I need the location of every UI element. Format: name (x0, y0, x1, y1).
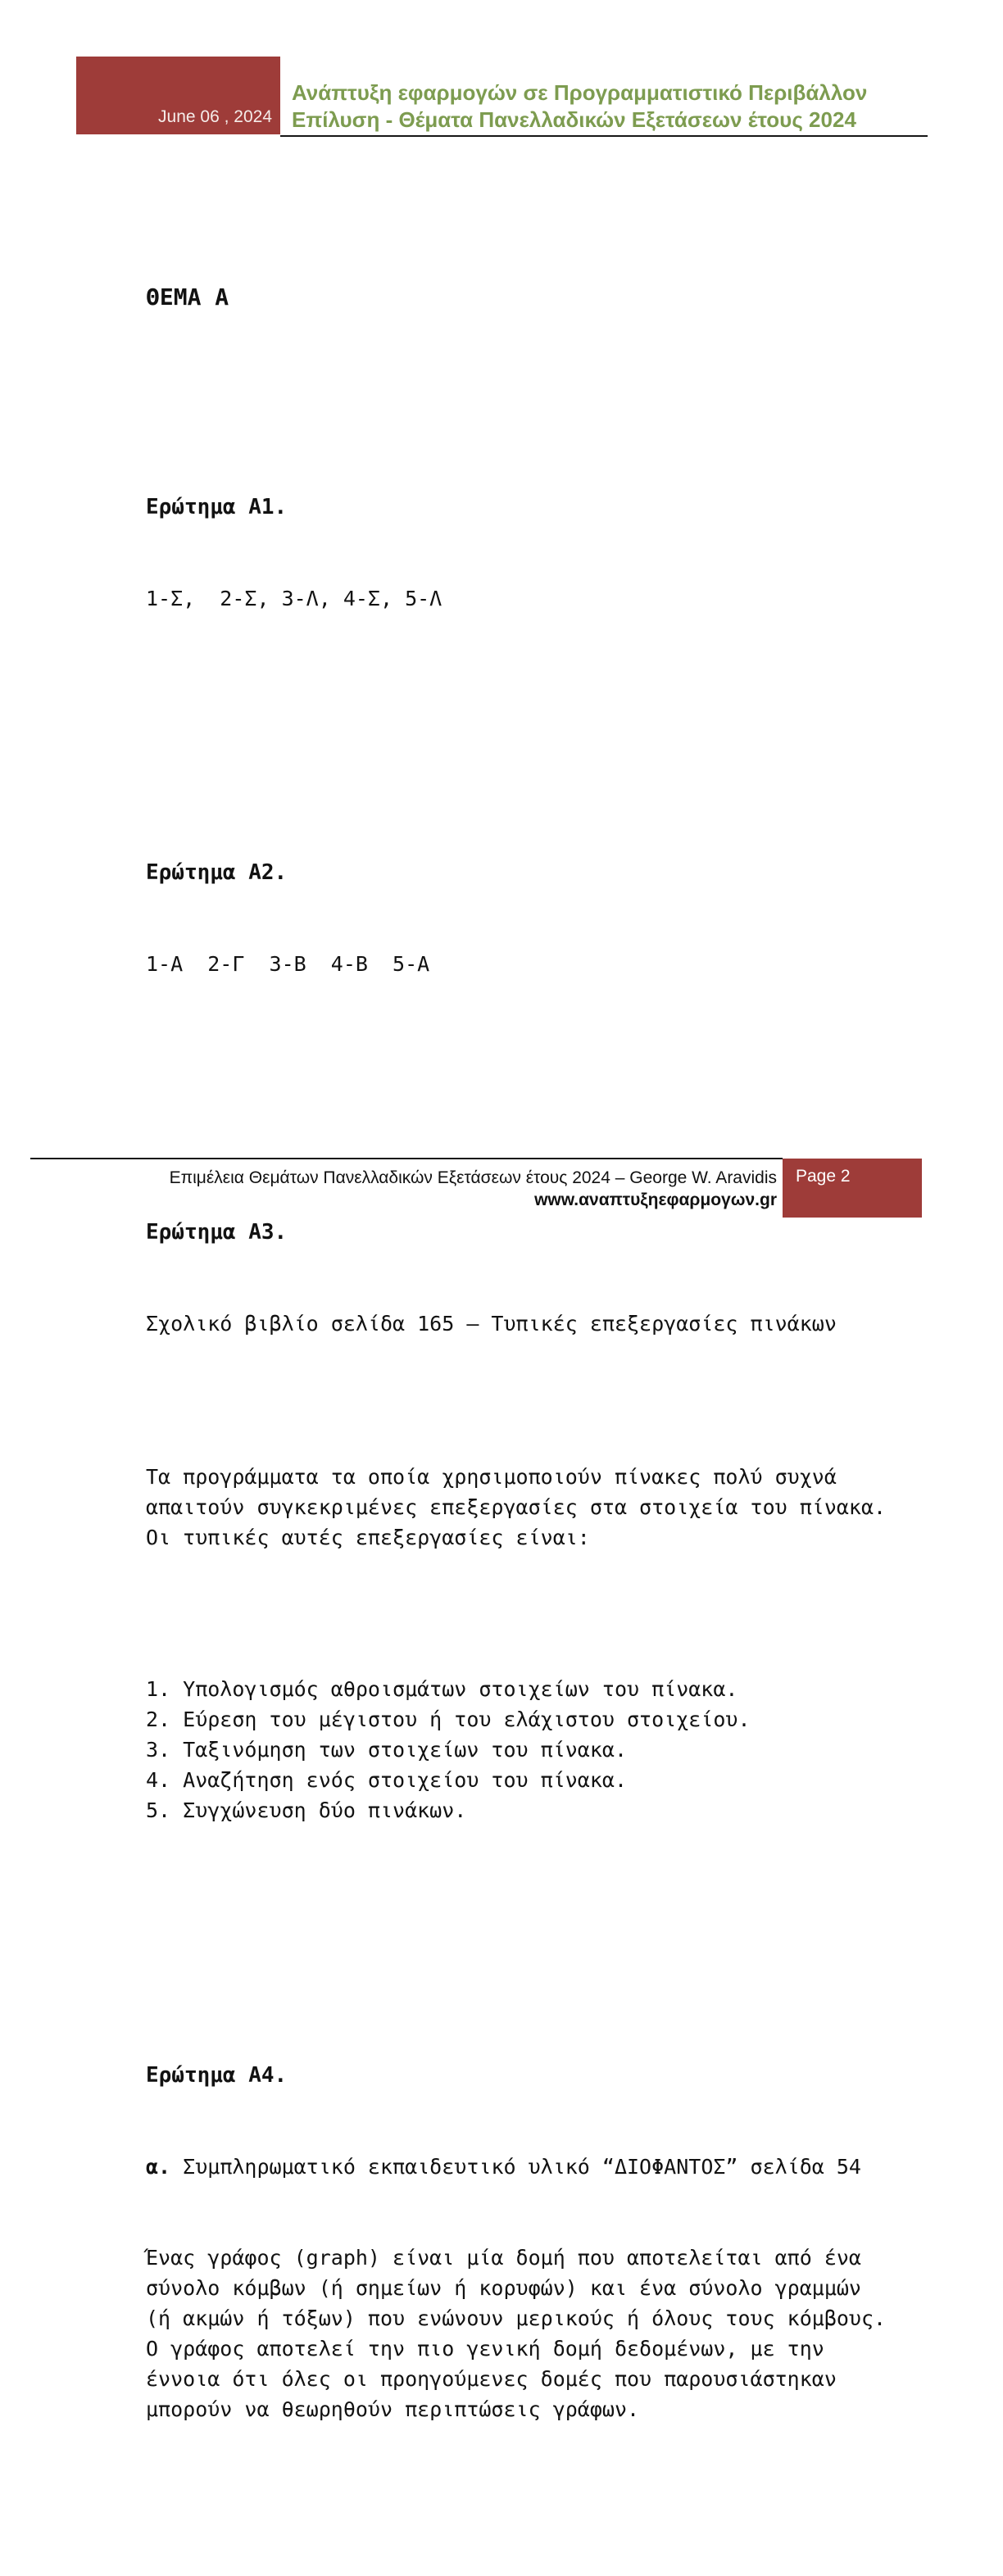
paragraph-line: έννοια ότι όλες οι προηγούμενες δομές που παρουσιάστηκαν (146, 2367, 837, 2391)
question-a4-heading: Ερώτημα Α4. (146, 2063, 288, 2088)
section-a4 (146, 1977, 908, 2485)
answer-a3-list (146, 1674, 908, 1825)
list-item: 2. Εύρεση του μέγιστου ή του ελάχιστου στοιχείου. (146, 1708, 751, 1731)
paragraph-line: απαιτούν συγκεκριμένες επεξεργασίες στα στοιχεία του πίνακα. (146, 1495, 887, 1519)
answer-a2: 1-Α 2-Γ 3-Β 4-Β 5-Α (146, 952, 430, 976)
list-item: 1. Υπολογισμός αθροισμάτων στοιχείων του πίνακα. (146, 1677, 738, 1701)
answer-a3-reference: Σχολικό βιβλίο σελίδα 165 – Τυπικές επεξεργασίες πινάκων (146, 1312, 837, 1336)
answer-a4-paragraph (146, 2243, 908, 2424)
footer-credit: Επιμέλεια Θεμάτων Πανελλαδικών Εξετάσεων έτους 2024 – George W. Aravidis (169, 1168, 777, 1187)
answer-a4-alpha-line (146, 2152, 908, 2182)
header-titles (292, 79, 867, 134)
section-a2 (146, 765, 908, 1040)
list-item: 5. Συγχώνευση δύο πινάκων. (146, 1798, 467, 1822)
footer-page-box (783, 1159, 922, 1218)
section-a1 (146, 403, 908, 674)
thema-a-title: ΘΕΜΑ Α (146, 283, 229, 311)
answer-a3-paragraph (146, 1462, 908, 1553)
answer-a1: 1-Σ, 2-Σ, 3-Λ, 4-Σ, 5-Λ (146, 587, 442, 610)
header-date-box (76, 57, 280, 134)
footer-text (170, 1167, 777, 1211)
section-a3 (146, 1131, 908, 1886)
question-a2-heading: Ερώτημα Α2. (146, 860, 288, 885)
header-divider (280, 135, 928, 137)
paragraph-line: σύνολο κόμβων (ή σημείων ή κορυφών) και ένα σύνολο γραμμών (146, 2276, 861, 2300)
paragraph-line: μπορούν να θεωρηθούν περιπτώσεις γράφων. (146, 2397, 640, 2421)
header-date: June 06 , 2024 (158, 107, 272, 126)
list-item: 3. Ταξινόμηση των στοιχείων του πίνακα. (146, 1738, 627, 1762)
alpha-label: α. (146, 2155, 171, 2179)
footer-divider (30, 1158, 783, 1159)
question-a3-heading: Ερώτημα Α3. (146, 1220, 288, 1245)
question-a1-heading: Ερώτημα Α1. (146, 495, 288, 519)
paragraph-line: (ή ακμών ή τόξων) που ενώνουν μερικούς ή όλους τους κόμβους. (146, 2306, 887, 2330)
document-body (146, 191, 908, 2576)
paragraph-line: Τα προγράμματα τα οποία χρησιμοποιούν πίνακες πολύ συχνά (146, 1465, 837, 1489)
paragraph-line: Ο γράφος αποτελεί την πιο γενική δομή δεδομένων, με την (146, 2337, 824, 2361)
alpha-text: Συμπληρωματικό εκπαιδευτικό υλικό “ΔΙΟΦΑΝΤΟΣ” σελίδα 54 (170, 2155, 861, 2179)
list-item: 4. Αναζήτηση ενός στοιχείου του πίνακα. (146, 1768, 627, 1792)
paragraph-line: Ένας γράφος (graph) είναι μία δομή που αποτελείται από ένα (146, 2246, 861, 2270)
footer-website-link[interactable]: www.αναπτυξηεφαρμογων.gr (534, 1190, 777, 1209)
header-title-line2: Επίλυση - Θέματα Πανελλαδικών Εξετάσεων έτους 2024 (292, 107, 856, 132)
paragraph-line: Οι τυπικές αυτές επεξεργασίες είναι: (146, 1526, 590, 1549)
page-number-label: Page 2 (796, 1167, 851, 1186)
header-title-line1: Ανάπτυξη εφαρμογών σε Προγραμματιστικό Περιβάλλον (292, 80, 868, 105)
